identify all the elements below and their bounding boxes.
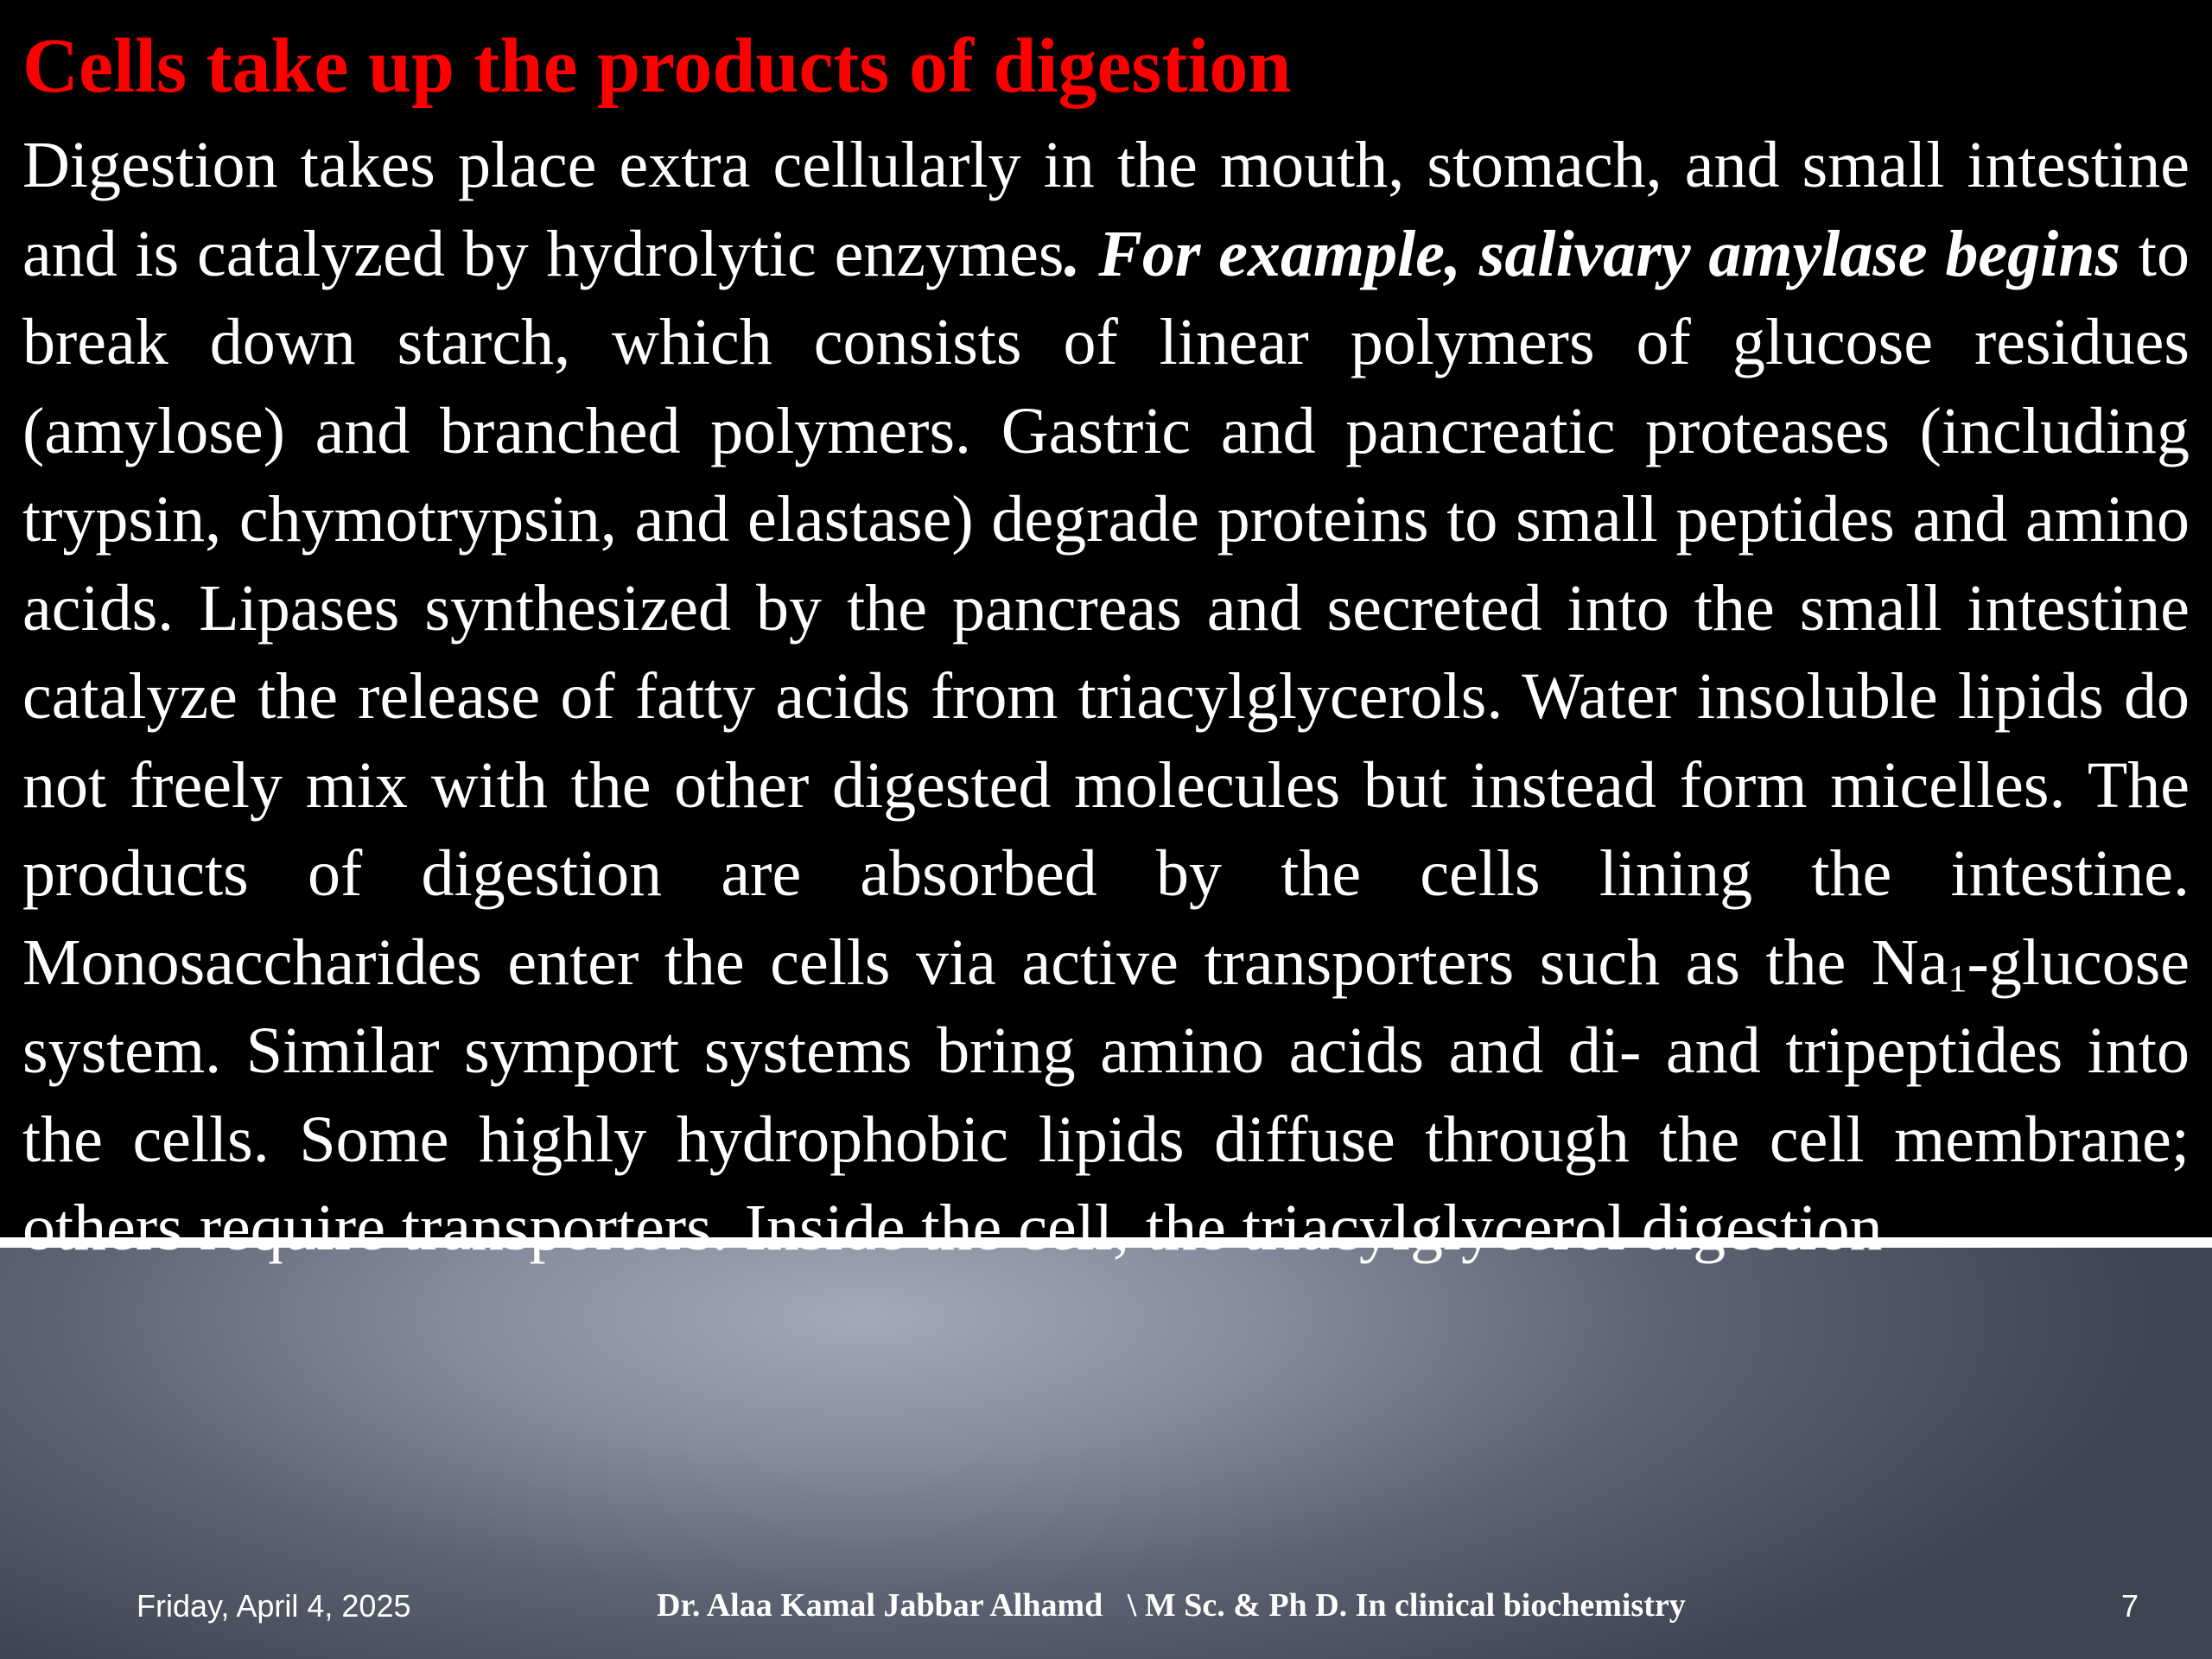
slide-body-text xyxy=(22,121,2190,1273)
sodium-subscript: 1 xyxy=(1948,957,1967,1000)
footer-date: Friday, April 4, 2025 xyxy=(137,1588,411,1624)
body-text-part-1: Digestion takes place extra cellularly in the mouth, stomach, and small intestine and is catalyzed by hydrolytic enzymes xyxy=(22,129,2190,290)
body-text-emphasis: . For example, salivary amylase begins xyxy=(1064,217,2121,290)
footer-author: Dr. Alaa Kamal Jabbar Alhamd \ M Sc. & Ph D. In clinical biochemistry xyxy=(657,1587,1686,1624)
body-text-part-2: to break down starch, which consists of linear polymers of glucose residues (amylose) and branched polymers. Gastric and pancreatic proteases (including trypsin, chymotrypsin, and elastase) degrade proteins to small peptides and amino acids. Lipases synthesized by the pancreas and secreted into the small intestine catalyze the release of fatty acids from triacylglycerols. Water insoluble lipids do not freely mix with the other digested molecules but instead form micelles. The products of digestion are absorbed by the cells lining the intestine. Monosaccharides enter the cells via active transporters such as the Na xyxy=(22,217,2190,999)
footer-page-number: 7 xyxy=(2121,1588,2139,1624)
body-text-part-3: -glucose system. Similar symport systems bring amino acids and di- and tripeptides into the cells. Some highly hydrophobic lipids diffuse through the cell membrane; others require transporters. Inside the cell, the triacylglycerol digestion xyxy=(22,925,2190,1264)
slide-title: Cells take up the products of digestion xyxy=(22,23,1292,109)
